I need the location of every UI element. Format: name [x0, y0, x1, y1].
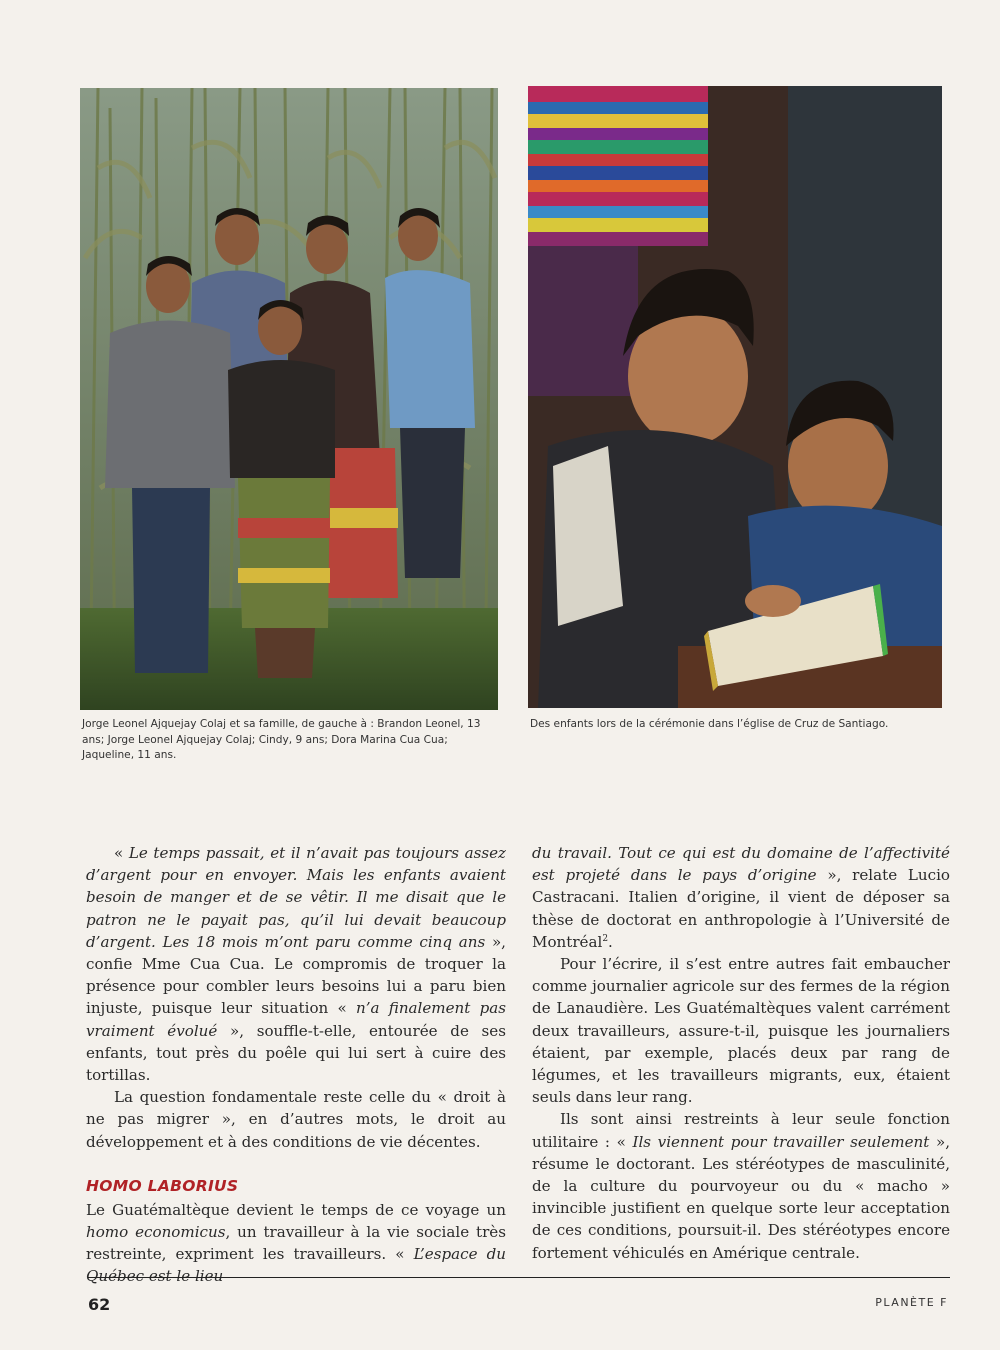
body-text: Le Guatémaltèque devient le temps de ce voyage un: [86, 1200, 506, 1219]
article-paragraph: [532, 842, 950, 953]
quote-text: Le temps passait, et il n’avait pas toujours assez d’argent pour en envoyer. Mais les enfants avaient besoin de manger et de se vêtir. Il me disait que le patron ne le payait pas, qu’il lui devait beaucoup d’argent. Les 18 mois m’ont paru comme cinq ans: [86, 844, 506, 951]
article-column-left: [86, 842, 506, 1288]
magazine-name: PLANÈTE F: [875, 1296, 948, 1309]
body-text: », souffle-t-elle, entourée de ses enfants, tout près du poêle qui lui sert à cuire des tortillas.: [86, 1021, 506, 1085]
article-column-right: [532, 842, 950, 1264]
children-photo: [528, 86, 942, 708]
quote-text: n’a finalement pas vraiment évolué: [86, 999, 506, 1040]
footer-rule: [88, 1277, 950, 1278]
body-text: , un travailleur à la vie sociale très restreinte, expriment les travailleurs. «: [86, 1223, 506, 1264]
body-text: La question fondamentale reste celle du « droit à ne pas migrer », en d’autres mots, le droit au développement et à des conditions de vie décentes.: [86, 1088, 506, 1151]
body-text: «: [114, 844, 129, 862]
body-text: », résume le doctorant. Les stéréotypes de masculinité, de la culture du pourvoyeur ou du « macho » invincible justifient en quelque sorte leur acceptation de ces conditions, poursuit-il. Des stéréotypes encore fortement véhiculés en Amérique centrale.: [532, 1132, 950, 1262]
body-text: Pour l’écrire, il s’est entre autres fait embaucher comme journalier agricole sur des fermes de la région de Lanaudière. Les Guatémaltèques valent carrément deux travailleurs, assure-t-il, puisque les journaliers étaient, par exemple, placés deux par rang de légumes, et les travailleurs migrants, eux, étaient seuls dans leur rang.: [532, 955, 950, 1107]
article-paragraph: [532, 1108, 950, 1263]
footnote-ref: 2: [602, 933, 609, 944]
quote-text: du travail. Tout ce qui est du domaine de l’affectivité est projeté dans le pays d’origine: [532, 844, 950, 885]
body-text: », relate Lucio Castracani. Italien d’origine, il vient de déposer sa thèse de doctorat en anthropologie à l’Université de Montréal: [532, 866, 950, 951]
section-subhead: HOMO LABORIUS: [86, 1176, 239, 1195]
body-text: Ils sont ainsi restreints à leur seule fonction utilitaire : «: [532, 1110, 950, 1151]
article-paragraph: [86, 842, 506, 1086]
quote-text: L’espace du Québec est le lieu: [86, 1245, 507, 1286]
page-number: 62: [88, 1295, 111, 1314]
quote-text: homo economicus: [86, 1223, 226, 1242]
article-paragraph: [86, 1086, 506, 1153]
article-paragraph: [86, 1199, 506, 1288]
children-photo-caption: Des enfants lors de la cérémonie dans l’église de Cruz de Santiago.: [530, 718, 889, 730]
family-photo-caption: Jorge Leonel Ajquejay Colaj et sa famille, de gauche à : Brandon Leonel, 13 ans; Jorge Leonel Ajquejay Colaj; Cindy, 9 ans; Dora Marina Cua Cua; Jaqueline, 11 ans.: [82, 718, 481, 761]
body-text: », confie Mme Cua Cua. Le compromis de troquer la présence pour combler leurs besoins lui a paru bien injuste, puisque leur situation «: [86, 932, 506, 1018]
article-paragraph: [532, 953, 950, 1108]
body-text: .: [608, 932, 613, 951]
family-photo: [80, 88, 498, 710]
quote-text: Ils viennent pour travailler seulement: [632, 1132, 930, 1151]
